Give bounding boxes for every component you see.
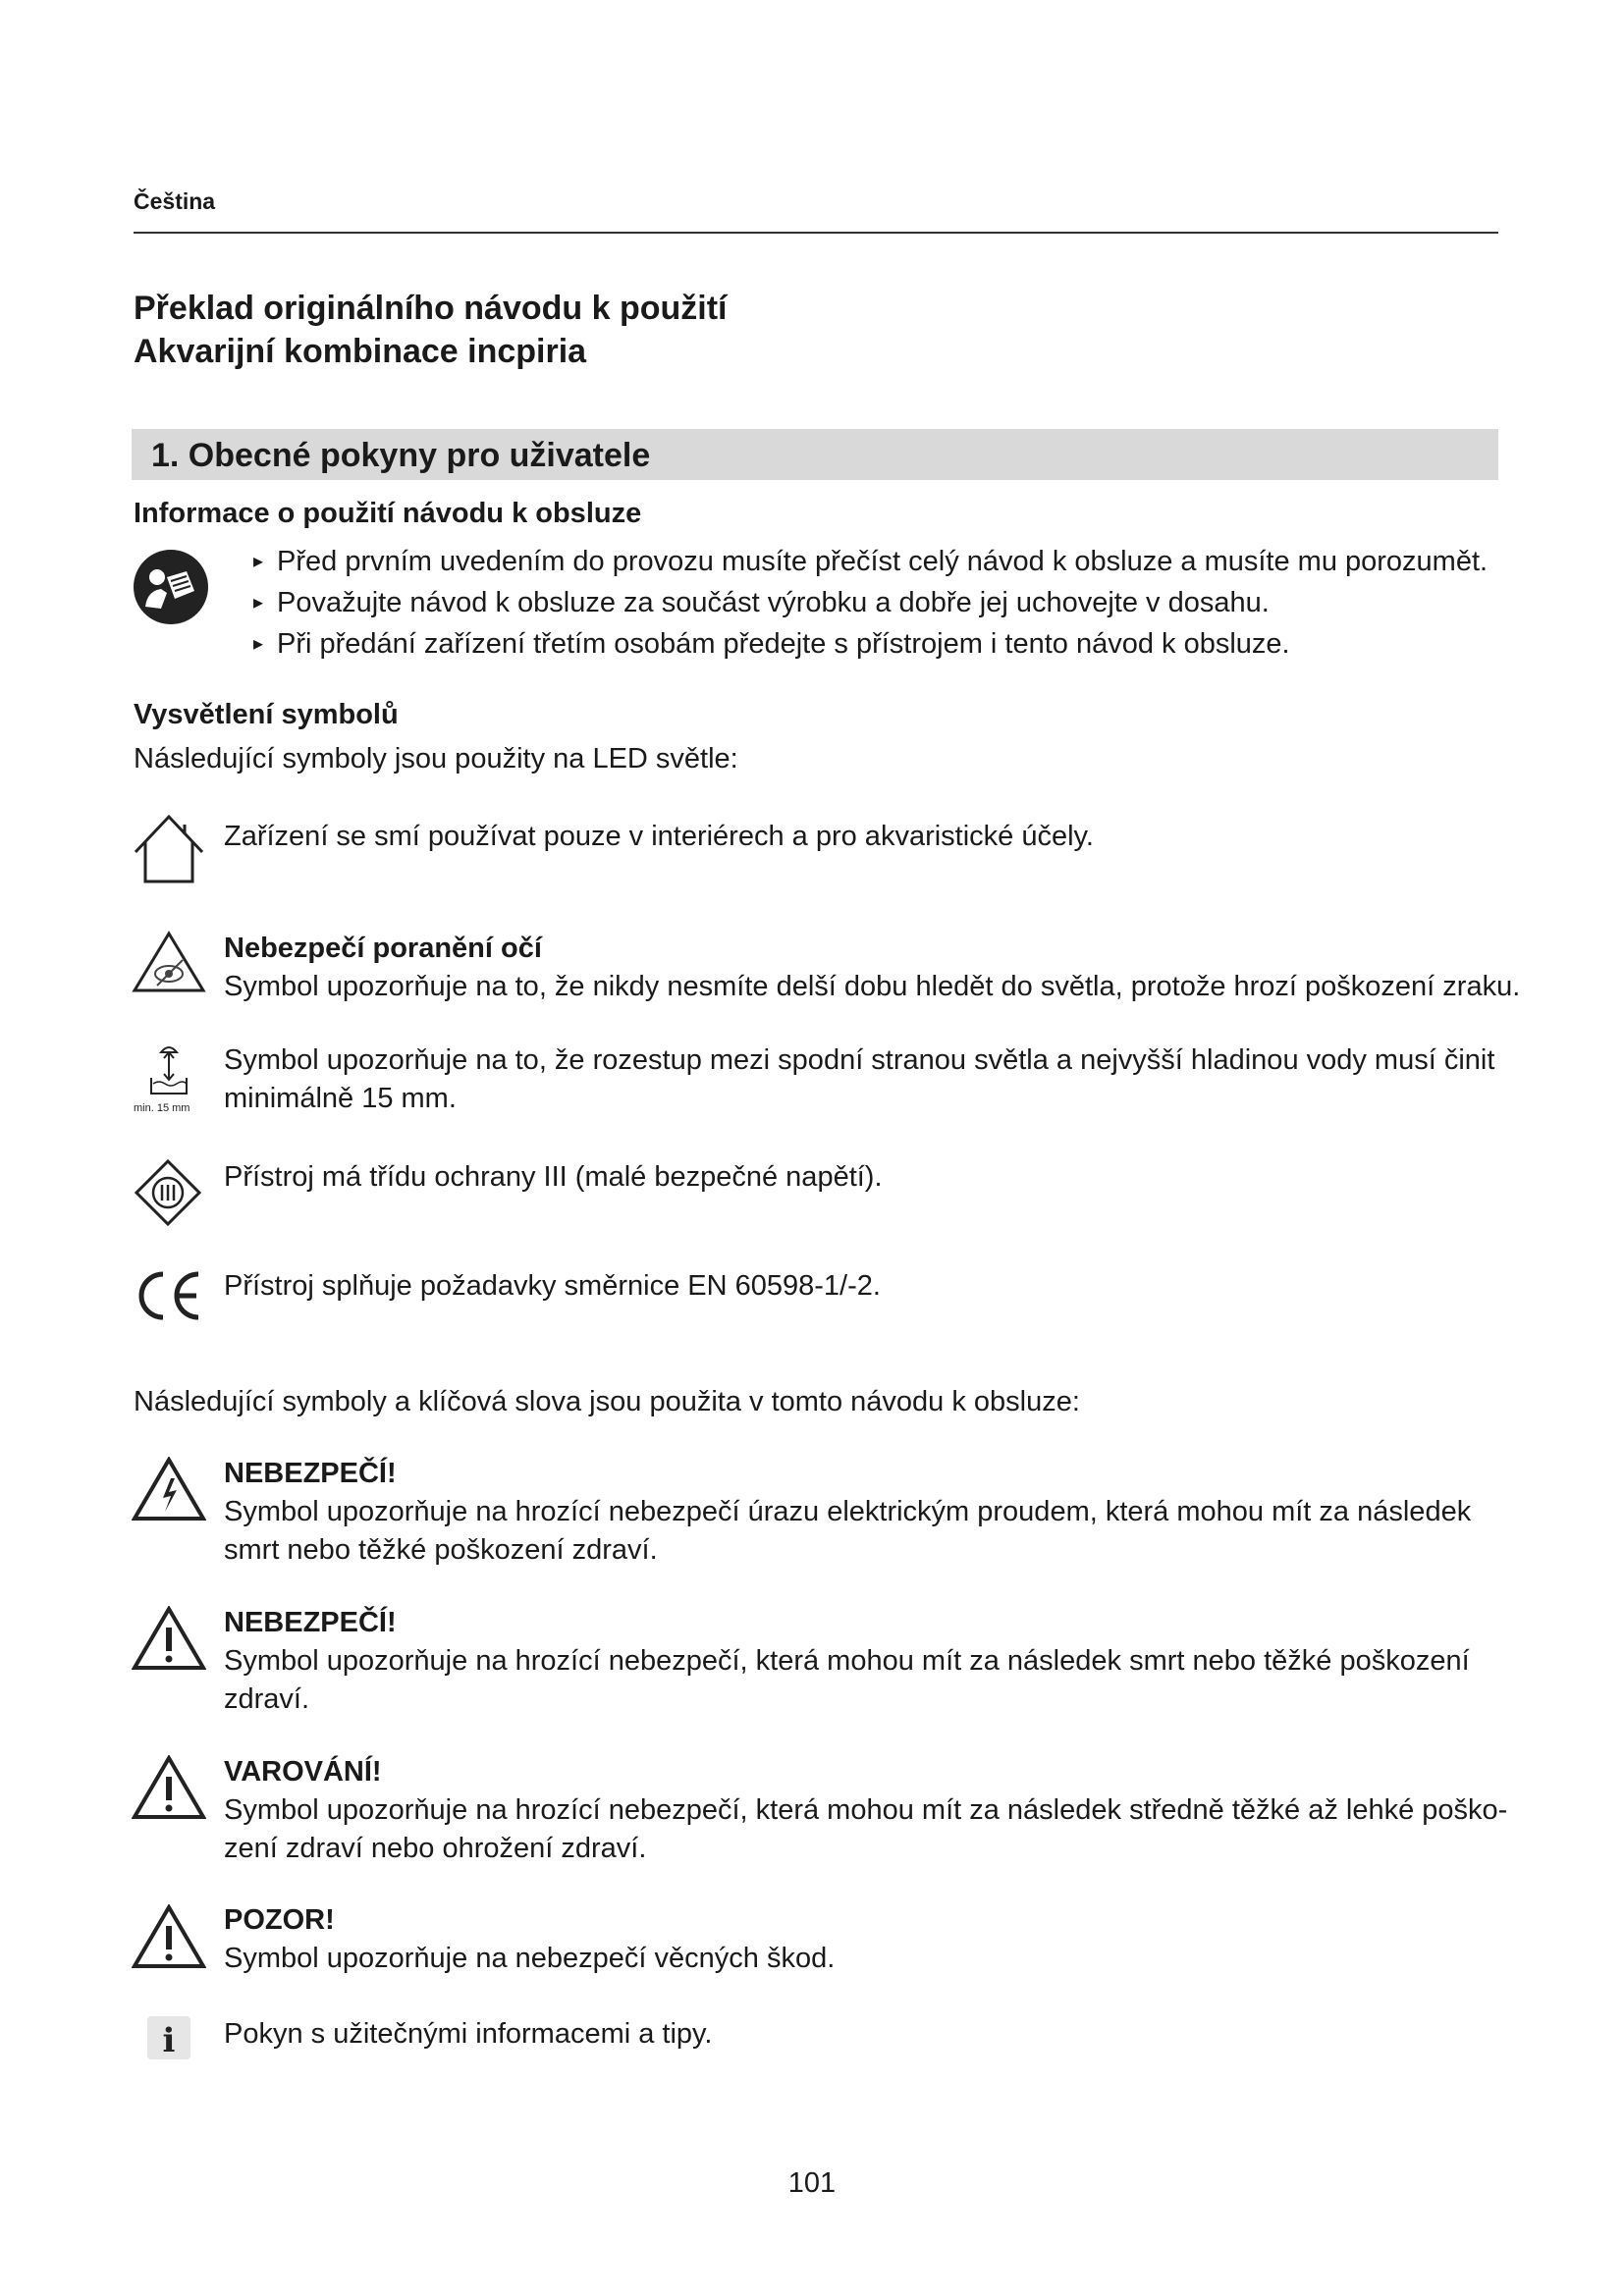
protection-class-iii-icon — [134, 1158, 202, 1232]
read-manual-icon — [132, 548, 210, 631]
keyword-text-danger-line1: Symbol upozorňuje na hrozící nebezpečí, která mohou mít za následek smrt nebo těžké poškození — [224, 1645, 1470, 1677]
symbol-title-eye-injury: Nebezpečí poranění očí — [224, 933, 542, 964]
electric-hazard-icon — [132, 1457, 206, 1526]
min-distance-water-icon — [132, 1041, 206, 1118]
section-heading: 1. Obecné pokyny pro uživatele — [151, 437, 651, 474]
symbols-intro: Následující symboly jsou použity na LED světle: — [134, 743, 738, 774]
symbol-text-ce: Přístroj splňuje požadavky směrnice EN 60598-1/-2. — [224, 1270, 881, 1302]
symbol-text-eye-injury: Symbol upozorňuje na to, že nikdy nesmíte delší dobu hledět do světla, protože hrozí poškození zraku. — [224, 971, 1521, 1002]
eye-injury-warning-icon — [132, 931, 206, 998]
page-number: 101 — [787, 2167, 837, 2199]
list-item: ▸ Před prvním uvedením do provozu musíte přečíst celý návod k obsluze a musíte mu porozumět. — [253, 543, 1488, 584]
symbol-text-protection-class: Přístroj má třídu ochrany III (malé bezpečné napětí). — [224, 1161, 883, 1193]
keyword-text-danger-line2: zdraví. — [224, 1683, 310, 1715]
header-rule — [134, 232, 1498, 234]
usage-info-heading: Informace o použití návodu k obsluze — [134, 498, 642, 529]
symbols-heading: Vysvětlení symbolů — [134, 699, 399, 730]
keyword-title-electric: NEBEZPEČÍ! — [224, 1458, 397, 1489]
list-item: ▸ Považujte návod k obsluze za součást výrobku a dobře jej uchovejte v dosahu. — [253, 584, 1488, 625]
min-distance-caption: min. 15 mm — [134, 1102, 190, 1113]
keyword-title-warning: VAROVÁNÍ! — [224, 1756, 382, 1788]
keyword-title-danger: NEBEZPEČÍ! — [224, 1607, 397, 1638]
keyword-text-caution: Symbol upozorňuje na nebezpečí věcných škod. — [224, 1943, 836, 1974]
symbol-text-min-distance-line2: minimálně 15 mm. — [224, 1083, 457, 1114]
warning-triangle-icon — [132, 1755, 206, 1825]
usage-info-bullets — [253, 543, 1488, 667]
svg-text:i: i — [162, 2021, 176, 2059]
indoor-use-house-icon — [132, 811, 206, 890]
keyword-text-electric-line2: smrt nebo těžké poškození zdraví. — [224, 1534, 658, 1566]
document-titles — [134, 287, 728, 373]
section-heading-bar — [132, 429, 1498, 480]
keyword-text-warning-line2: zení zdraví nebo ohrožení zdraví. — [224, 1833, 647, 1864]
warning-triangle-icon — [132, 1904, 206, 1974]
language-label: Čeština — [134, 188, 216, 214]
warning-triangle-icon — [132, 1606, 206, 1676]
document-subtitle: Akvarijní kombinace incpiria — [134, 333, 587, 370]
document-title: Překlad originálního návodu k použití — [134, 290, 728, 327]
ce-mark-icon — [134, 1268, 204, 1328]
keyword-text-electric-line1: Symbol upozorňuje na hrozící nebezpečí úrazu elektrickým proudem, která mohou mít za následek — [224, 1496, 1472, 1527]
keyword-text-info: Pokyn s užitečnými informacemi a tipy. — [224, 2018, 713, 2050]
keyword-text-warning-line1: Symbol upozorňuje na hrozící nebezpečí, která mohou mít za následek středně těžké až lehké poško- — [224, 1794, 1508, 1826]
info-icon — [147, 2016, 190, 2064]
symbol-text-indoor: Zařízení se smí používat pouze v interiérech a pro akvaristické účely. — [224, 821, 1094, 852]
list-item: ▸ Při předání zařízení třetím osobám předejte s přístrojem i tento návod k obsluze. — [253, 625, 1488, 667]
keyword-title-caution: POZOR! — [224, 1904, 335, 1936]
symbol-text-min-distance-line1: Symbol upozorňuje na to, že rozestup mezi spodní stranou světla a nejvyšší hladinou vody musí činit — [224, 1044, 1495, 1076]
keywords-intro: Následující symboly a klíčová slova jsou použita v tomto návodu k obsluze: — [134, 1386, 1080, 1417]
